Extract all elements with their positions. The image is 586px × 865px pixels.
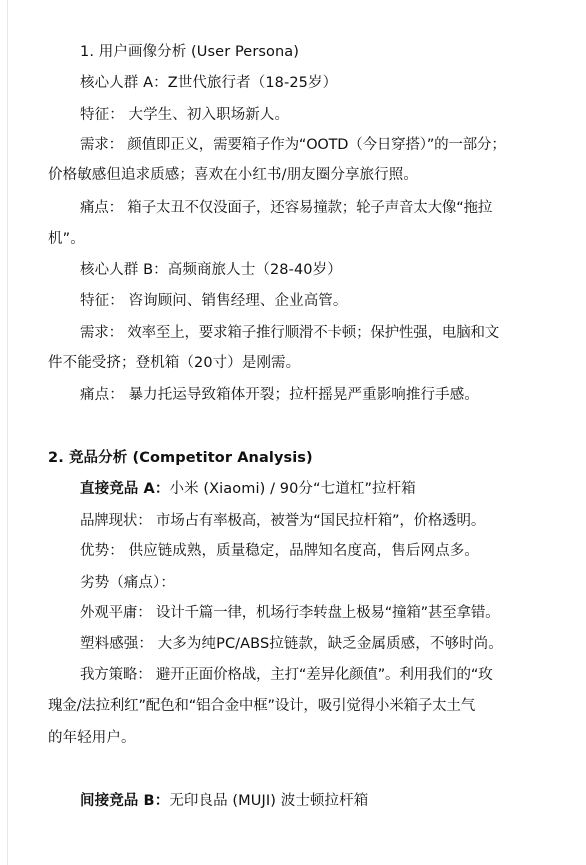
group-b-pain: 痛点： 暴力托运导致箱体开裂；拉杆摇晃严重影响推行手感。 <box>80 387 479 403</box>
competitor-b-label: 间接竞品 B： <box>80 793 170 809</box>
group-a-need-line2: 价格敏感但追求质感；喜欢在小红书/朋友圈分享旅行照。 <box>48 167 418 183</box>
group-a-pain-line2: 机”。 <box>48 231 85 247</box>
competitor-a-title-rest: 小米 (Xiaomi) / 90分“七道杠”拉杆箱 <box>169 481 416 497</box>
group-a-feature: 特征： 大学生、初入职场新人。 <box>80 107 290 123</box>
competitor-a-title <box>80 477 416 498</box>
group-b-title: 核心人群 B：高频商旅人士（28-40岁） <box>80 262 342 278</box>
group-b-need-line2: 件不能受挤；登机箱（20寸）是刚需。 <box>48 355 301 371</box>
group-b-need-line1: 需求： 效率至上，要求箱子推行顺滑不卡顿；保护性强，电脑和文 <box>80 325 500 341</box>
competitor-a-advantage: 优势： 供应链成熟，质量稳定，品牌知名度高，售后网点多。 <box>80 543 479 559</box>
competitor-b-title <box>80 789 368 810</box>
group-a-need-line1: 需求： 颜值即正义，需要箱子作为“OOTD（今日穿搭）”的一部分； <box>80 137 506 153</box>
group-a-pain-line1: 痛点： 箱子太丑不仅没面子，还容易撞款；轮子声音太大像“拖拉 <box>80 200 493 216</box>
competitor-a-strategy-line3: 的年轻用户。 <box>48 730 136 746</box>
competitor-a-weakness-1: 外观平庸： 设计千篇一律，机场行李转盘上极易“撞箱”甚至拿错。 <box>80 605 500 621</box>
competitor-a-weakness-2: 塑料感强： 大多为纯PC/ABS拉链款，缺乏金属质感，不够时尚。 <box>80 636 503 652</box>
section2-heading: 2. 竞品分析 (Competitor Analysis) <box>48 450 313 466</box>
competitor-a-strategy-line2: 瑰金/法拉利红”配色和“铝合金中框”设计，吸引觉得小米箱子太土气 <box>48 698 476 714</box>
group-b-feature: 特征： 咨询顾问、销售经理、企业高管。 <box>80 293 348 309</box>
competitor-b-title-rest: 无印良品 (MUJI) 波士顿拉杆箱 <box>169 793 369 809</box>
competitor-a-label: 直接竞品 A： <box>80 481 170 497</box>
competitor-a-strategy-line1: 我方策略： 避开正面价格战，主打“差异化颜值”。利用我们的“玫 <box>80 667 493 683</box>
group-a-title: 核心人群 A：Z世代旅行者（18-25岁） <box>80 75 338 91</box>
competitor-a-status: 品牌现状： 市场占有率极高，被誉为“国民拉杆箱”，价格透明。 <box>80 513 486 529</box>
competitor-a-weakness-title: 劣势（痛点）： <box>80 575 175 591</box>
section1-heading: 1. 用户画像分析 (User Persona) <box>80 44 300 60</box>
